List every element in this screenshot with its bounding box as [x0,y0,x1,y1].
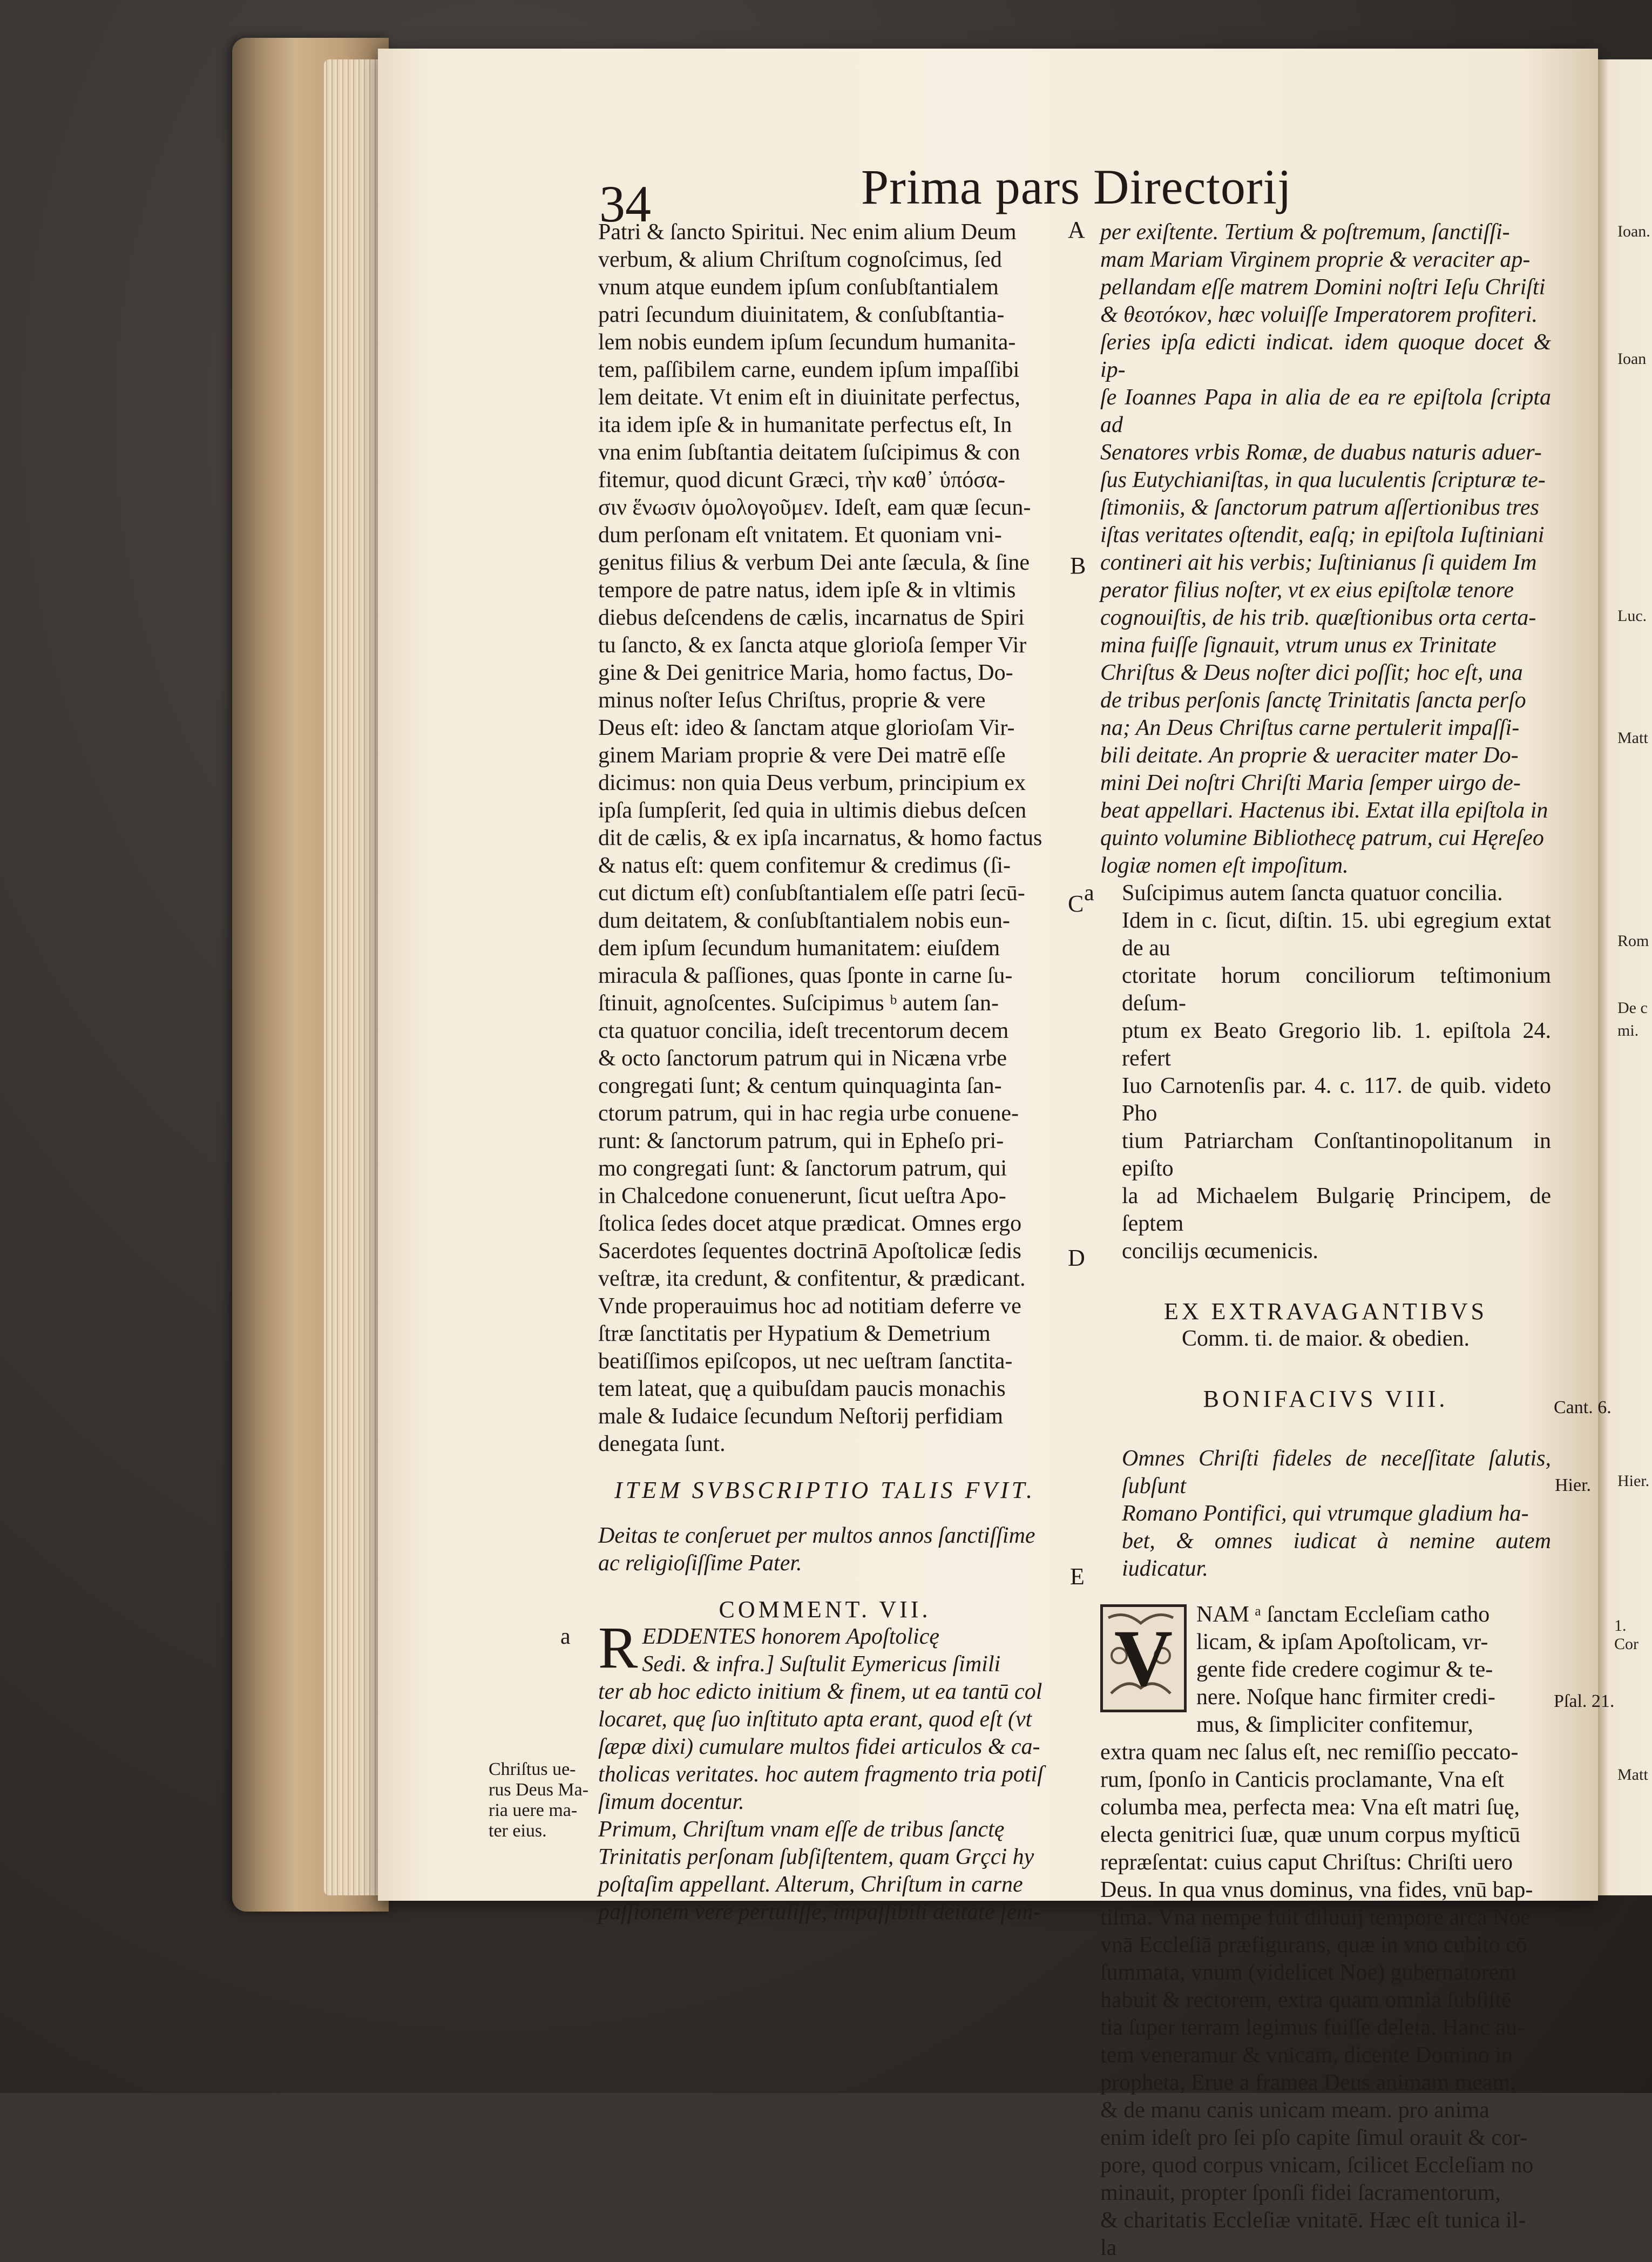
page-edges [324,59,383,1895]
body-line: mo congregati ſunt: & ſanctorum patrum, qui [598,1156,1007,1181]
note-a-text [1100,880,1551,1265]
subscription-heading: ITEM SVBSCRIPTIO TALIS FVIT. [614,1477,1035,1503]
commentary-line: & θεοτόκον, hæc voluiſſe Imperatorem profiteri. [1100,302,1538,327]
extravagantes-heading: EX EXTRAVAGANTIBVS [1164,1298,1487,1325]
body-line: miracula & paſſiones, quas ſponte in carne ſu- [598,963,1013,988]
bull-line: tia ſuper terram legimus fuiſſe deleta. Hanc au- [1100,2015,1525,2040]
commentary-line: na; An Deus Chriſtus carne pertulerit impaſſi- [1100,715,1520,740]
body-line: lem nobis eundem ipſum ſecundum humanita- [598,330,1016,355]
comment-line: Trinitatis perſonam ſubſiſtentem, quam Grçci hy [598,1845,1034,1869]
note-line: ctoritate horum conciliorum teſtimonium deſum- [1122,963,1551,1016]
body-line: & natus eſt: quem confitemur & credimus (ſi- [598,853,1011,878]
note-a-block [1084,880,1551,1265]
facing-note: De c [1617,999,1648,1017]
body-line: beatiſſimos epiſcopos, ut nec ueſtram ſanctita- [598,1349,1013,1374]
facing-note: Ioan [1617,350,1647,368]
bull-line: Deus. In qua vnus dominus, vna fides, vnū bap- [1100,1878,1533,1902]
body-line: tempore de patre natus, idem ipſe & in vltimis [598,578,1016,603]
body-line: diebus deſcendens de cælis, incarnatus de Spiri [598,605,1025,630]
facing-note: Rom [1617,932,1649,950]
running-head: Prima pars Directorij [861,159,1292,214]
summary-line: bet, & omnes iudicat à nemine autem iudicatur. [1122,1529,1551,1581]
bull-line: repræſentat: cuius caput Chriſtus: Chriſti uero [1100,1850,1513,1875]
body-line: veſtræ, ita credunt, & confitentur, & prædicant. [598,1266,1026,1291]
comment-line: ſimum docentur. [598,1790,744,1814]
commentary-line: cognouiſtis, de his trib. quæſtionibus orta certa- [1100,605,1536,630]
comment-block [560,1615,1052,1926]
facing-note: Hier. [1617,1472,1650,1490]
body-line: Sacerdotes ſequentes doctrinā Apoſtolicæ ſedis [598,1239,1021,1264]
page-number: 34 [599,175,651,233]
bull-line: electa genitrici ſuæ, quæ unum corpus myſticū [1100,1822,1521,1847]
comment-line: ſæpæ dixi) cumulare multos fidei articulos & ca- [598,1734,1040,1759]
margin-letter-c: C [1068,890,1084,917]
commentary-line: mam Mariam Virginem proprie & veraciter ap- [1100,247,1531,272]
body-line: vnum atque eundem ipſum conſubſtantialem [598,275,999,300]
body-line: congregati ſunt; & centum quinquaginta ſan- [598,1073,1002,1098]
bull-text [1100,1739,1551,2262]
body-line: cta quatuor concilia, ideſt trecentorum decem [598,1018,1009,1043]
commentary-line: logiæ nomen eſt impoſitum. [1100,853,1349,878]
body-line: ita idem ipſe & in humanitate perfectus eſt, In [598,413,1012,437]
note-line: Iuo Carnotenſis par. 4. c. 117. de quib. videto Pho [1122,1073,1551,1126]
body-line: dit de cælis, & ex ipſa incarnatus, & homo factus [598,826,1042,850]
body-line: dem ipſum ſecundum humanitatem: eiuſdem [598,936,1000,961]
comment-heading: COMMENT. VII. [719,1596,931,1623]
note-line: concilijs œcumenicis. [1122,1239,1318,1264]
note-line: tium Patriarcham Conſtantinopolitanum in epiſto [1122,1129,1551,1181]
comment-dropcap: R [598,1615,638,1680]
margin-letter-e: E [1070,1563,1085,1590]
commentary-line: mina fuiſſe ſignauit, vtrum unus ex Trinitate [1100,633,1497,658]
body-line: denegata ſunt. [598,1432,726,1456]
body-line: & octo ſanctorum patrum qui in Nicæna vrbe [598,1046,1007,1071]
facing-note: 1. Cor [1614,1617,1639,1653]
bull-line: tem veneramur & vnicam, dicente Domino in [1100,2043,1513,2068]
body-line: lem deitate. Vt enim eſt in diuinitate perfectus, [598,385,1020,410]
facing-note: Matt [1617,1766,1648,1784]
margin-note-line: ter eius. [489,1821,547,1841]
commentary-line: ſeries ipſa edicti indicat. idem quoque docet & ip- [1100,330,1551,382]
comment-text [598,1615,1052,1926]
left-column [560,219,1052,1926]
subscription-line: ac religioſiſſime Pater. [598,1551,802,1576]
initial-line: NAM ᵃ ſanctam Eccleſiam catho [1196,1602,1490,1627]
body-line: runt: & ſanctorum patrum, qui in Epheſo pri- [598,1129,1004,1153]
facing-note: Matt [1617,729,1648,747]
body-line: genitus filius & verbum Dei ante ſæcula, & ſine [598,550,1030,575]
note-line: Suſcipimus autem ſancta quatuor concilia. [1122,881,1503,906]
bull-line: minauit, propter ſponſi fidei ſacramentorum, [1100,2180,1501,2205]
bull-line: & de manu canis unicam meam. pro anima [1100,2098,1489,2123]
summary-line: Omnes Chriſti fideles de neceſſitate ſalutis, ſubſunt [1122,1446,1551,1498]
initial-block [1100,1601,1551,1739]
bull-line: columba mea, perfecta mea: Vna eſt matri ſuę, [1100,1795,1520,1820]
margin-note-line: rus Deus Ma- [489,1780,589,1800]
bull-line: pore, quod corpus vnicam, ſcilicet Eccleſiam no [1100,2153,1534,2178]
comment-line: Sedi. & infra.] Suſtulit Eymericus ſimili [642,1652,1001,1677]
commentary-line: perator filius noſter, vt ex eius epiſtolæ tenore [1100,578,1514,603]
body-line: fitemur, quod dicunt Græci, τὴν καθ᾽ ὑπόσα- [598,468,1005,492]
body-line: ſtinuit, agnoſcentes. Suſcipimus ᵇ autem ſan- [598,991,999,1016]
commentary-line: ſus Eutychianiſtas, in qua luculentis ſcripturæ te- [1100,468,1546,492]
comment-line: locaret, quę ſuo inſtituto apta erant, quod eſt (vt [598,1707,1032,1732]
initial-line: gente fide credere cogimur & te- [1196,1657,1493,1682]
decorated-initial [1100,1604,1187,1712]
comment-marker: a [560,1624,571,1649]
facing-note: mi. [1617,1022,1639,1039]
bull-line: la [1100,2236,1117,2260]
bull-line: ſummata, vnum (videlicet Noe) gubernatorem [1100,1960,1516,1985]
body-line: σιν ἕνωσιν ὁμολογοῦμεν. Ideſt, eam quæ ſecun- [598,495,1031,520]
commentary-line: ſe Ioannes Papa in alia de ea re epiſtola ſcripta ad [1100,385,1551,437]
subscription-line: Deitas te conſeruet per multos annos ſanctiſſime [598,1523,1035,1548]
bull-line: habuit & rectorem, extra quam omnia ſubſiſtē [1100,1988,1512,2013]
initial-line: licam, & ipſam Apoſtolicam, vr- [1196,1630,1488,1655]
body-line: dum perſonam eſt vnitatem. Et quoniam vni- [598,523,1002,548]
margin-note-cant: Cant. 6. [1554,1397,1612,1417]
commentary-line: beat appellari. Hactenus ibi. Extat illa epiſtola in [1100,798,1548,823]
margin-letter-d: D [1068,1245,1085,1271]
bull-line: & charitatis Eccleſiæ vnitatē. Hæc eſt tunica il- [1100,2208,1526,2233]
initial-letter: V [1114,1613,1173,1703]
bull-line: propheta, Erue a framea Deus animam meam, [1100,2070,1516,2095]
body-line: gine & Dei genitrice Maria, homo factus, Do- [598,660,1013,685]
commentary-line: pellandam eſſe matrem Domini noſtri Ieſu Chriſti [1100,275,1546,300]
body-line: vna enim ſubſtantia deitatem ſuſcipimus & con [598,440,1020,465]
commentary-line: per exiſtente. Tertium & poſtremum, ſanctiſſi- [1100,220,1510,245]
body-line: ipſa ſumpſerit, ſed quia in ultimis diebus deſcen [598,798,1027,823]
facing-note: Ioan. [1617,222,1650,240]
body-line: tem lateat, quę a quibuſdam paucis monachis [598,1376,1006,1401]
body-line: minus noſter Ieſus Chriſtus, proprie & vere [598,688,986,713]
commentary-line: bili deitate. An proprie & ueraciter mater Do- [1100,743,1519,768]
right-commentary-text [1100,219,1551,880]
bull-line: enim ideſt pro ſei pſo capite ſimul orauit & cor- [1100,2125,1528,2150]
margin-note-christus [489,1759,597,1841]
body-line: Patri & ſancto Spiritui. Nec enim alium Deum [598,220,1017,245]
comment-line: poſtaſim appellant. Alterum, Chriſtum in carne [598,1872,1023,1897]
margin-letter-a: A [1068,217,1085,243]
body-line: in Chalcedone conuenerunt, ſicut ueſtra Apo- [598,1184,1006,1208]
commentary-line: mini Dei noſtri Chriſti Maria ſemper uirgo de- [1100,771,1521,795]
commentary-line: contineri ait his verbis; Iuſtinianus ſi quidem Im [1100,550,1537,575]
margin-note-hier: Hier. [1555,1475,1592,1495]
bull-line: tiſma. Vna nempe fuit diluuij tempore arca Noe [1100,1905,1531,1930]
note-line: la ad Michaelem Bulgarię Principem, de ſeptem [1122,1184,1551,1236]
margin-letter-b: B [1070,552,1086,579]
commentary-line: quinto volumine Bibliothecę patrum, cui Hęreſeo [1100,826,1544,850]
comment-line: tholicas veritates. hoc autem fragmento tria potiſ [598,1762,1044,1787]
body-line: ſtræ ſanctitatis per Hypatium & Demetrium [598,1321,991,1346]
note-line: Idem in c. ſicut, diſtin. 15. ubi egregium extat de au [1122,908,1551,961]
body-line: ginem Mariam proprie & vere Dei matrē eſſe [598,743,1006,768]
body-line: Vnde properauimus hoc ad notitiam deferre ve [598,1294,1021,1319]
body-line: tem, paſſibilem carne, eundem ipſum impaſſibi [598,357,1020,382]
commentary-line: de tribus perſonis ſanctę Trinitatis ſancta perſo [1100,688,1526,713]
comment-line: paſſionem vere pertuliſſe, impaſſibili deitate ſem- [598,1900,1041,1925]
summary-line: Romano Pontifici, qui vtrumque gladium ha- [1122,1501,1529,1526]
commentary-line: Senatores vrbis Romæ, de duabus naturis aduer- [1100,440,1542,465]
margin-note-line: ria uere ma- [489,1800,578,1820]
note-line: ptum ex Beato Gregorio lib. 1. epiſtola 24. refert [1122,1018,1551,1071]
body-line: dum deitatem, & conſubſtantialem nobis eun- [598,908,1010,933]
body-line: patri ſecundum diuinitatem, & conſubſtantia- [598,302,1005,327]
subscription-text [598,1522,1052,1577]
left-body-text [598,219,1052,1458]
comment-line: ter ab hoc edicto initium & finem, ut ea tantū col [598,1679,1042,1704]
bull-line: rum, ſponſo in Canticis proclamante, Vna eſt [1100,1767,1505,1792]
commentary-line: Chriſtus & Deus noſter dici poſſit; hoc eſt, una [1100,660,1523,685]
body-line: ſtolica ſedes docet atque prædicat. Omnes ergo [598,1211,1022,1236]
body-line: dicimus: non quia Deus verbum, principium ex [598,771,1026,795]
facing-note: Luc. [1617,607,1647,625]
commentary-line: ſtimoniis, & ſanctorum patrum aſſertionibus tres [1100,495,1539,520]
comment-line: EDDENTES honorem Apoſtolicę [642,1624,939,1649]
initial-line: nere. Noſque hanc firmiter credi- [1196,1685,1495,1710]
body-line: ctorum patrum, qui in hac regia urbe conuene- [598,1101,1019,1126]
commentary-line: iſtas veritates oſtendit, eaſq; in epiſtola Iuſtiniani [1100,523,1545,548]
body-line: male & Iudaice ſecundum Neſtorij perfidiam [598,1404,1003,1429]
right-column [1084,219,1551,2262]
margin-note-line: Chriſtus ue- [489,1759,576,1779]
margin-note-psal: Pſal. 21. [1554,1691,1615,1711]
body-line: Deus eſt: ideo & ſanctam atque glorioſam Vir- [598,715,1015,740]
body-line: cut dictum eſt) conſubſtantialem eſſe patri ſecū- [598,881,1025,906]
bull-summary [1100,1445,1551,1583]
comment-line: Primum, Chriſtum vnam eſſe de tribus ſanctę [598,1817,1005,1842]
bonifacius-heading: BONIFACIVS VIII. [1203,1386,1448,1412]
body-line: tu ſancto, & ex ſancta atque glorioſa ſemper Vir [598,633,1027,658]
body-line: verbum, & alium Chriſtum cognoſcimus, ſed [598,247,1002,272]
initial-line: mus, & ſimpliciter confitemur, [1196,1712,1473,1737]
bull-line: vnā Eccleſiā præfigurans, quæ in vno cubito cō [1100,1933,1527,1957]
note-a-marker: a [1084,881,1094,906]
bull-line: extra quam nec ſalus eſt, nec remiſſio peccato- [1100,1740,1519,1765]
extravagantes-subheading: Comm. ti. de maior. & obedien. [1181,1326,1470,1351]
